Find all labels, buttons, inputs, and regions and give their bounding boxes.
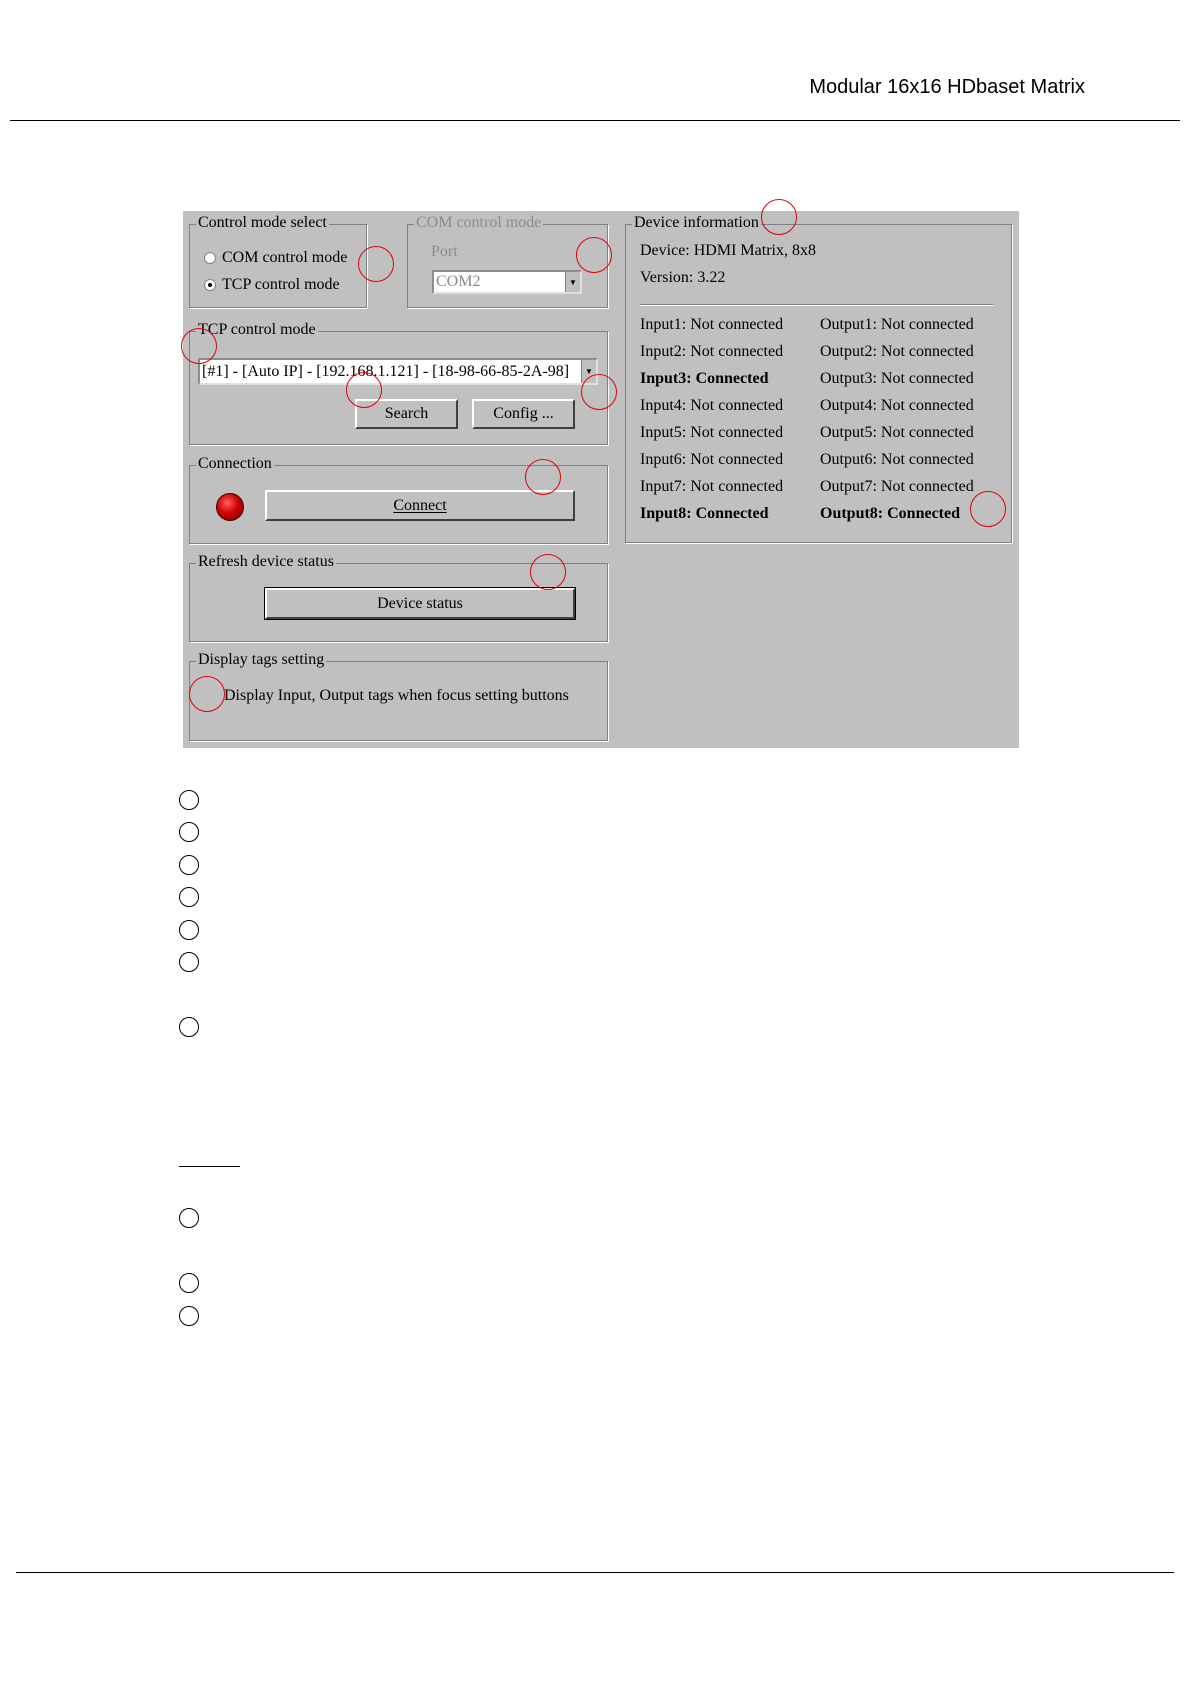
group-legend: COM control mode <box>416 214 542 231</box>
callout-marker-icon <box>761 199 797 235</box>
list-marker-icon <box>179 1208 199 1228</box>
device-status-button[interactable] <box>265 588 575 619</box>
input-status-1: Input1: Not connected <box>640 316 784 333</box>
list-marker-icon <box>179 1306 199 1326</box>
output-status-7: Output7: Not connected <box>820 478 974 495</box>
divider <box>640 304 993 306</box>
radio-checked-icon[interactable] <box>204 279 216 291</box>
search-button-label: Search <box>384 405 429 422</box>
group-legend: Connection <box>198 455 272 472</box>
connection-status-led-icon <box>216 493 244 521</box>
list-marker-icon <box>179 952 199 972</box>
control-mode-select-group <box>189 214 367 308</box>
callout-marker-icon <box>346 372 382 408</box>
input-status-6: Input6: Not connected <box>640 451 784 468</box>
config-button-label: Config ... <box>493 405 554 422</box>
list-marker-icon <box>179 822 199 842</box>
radio-label: TCP control mode <box>222 276 340 293</box>
dropdown-arrow-icon[interactable]: ▼ <box>565 272 580 292</box>
connect-button-label: Connect <box>393 496 447 514</box>
input-status-5: Input5: Not connected <box>640 424 784 441</box>
list-marker-icon <box>179 1273 199 1293</box>
callout-marker-icon <box>530 554 566 590</box>
list-marker-icon <box>179 855 199 875</box>
document-title: Modular 16x16 HDbaset Matrix <box>809 76 1085 98</box>
output-status-4: Output4: Not connected <box>820 397 974 414</box>
group-legend: Refresh device status <box>198 553 334 570</box>
port-select[interactable] <box>432 270 582 294</box>
callout-marker-icon <box>581 374 617 410</box>
list-marker-icon <box>179 790 199 810</box>
output-status-8: Output8: Connected <box>820 505 961 522</box>
input-status-3: Input3: Connected <box>640 370 769 387</box>
header-rule <box>10 120 1180 121</box>
display-tags-checkbox[interactable] <box>224 687 569 705</box>
output-status-1: Output1: Not connected <box>820 316 974 333</box>
list-marker-icon <box>179 1017 199 1037</box>
group-legend: TCP control mode <box>198 321 316 338</box>
callout-marker-icon <box>358 246 394 282</box>
tcp-control-mode-option[interactable] <box>204 276 340 294</box>
tcp-control-mode-group <box>189 321 608 445</box>
list-marker-icon <box>179 920 199 940</box>
group-legend: Control mode select <box>198 214 327 231</box>
input-status-8: Input8: Connected <box>640 505 769 522</box>
display-tags-setting-group <box>189 651 608 741</box>
note-underline <box>179 1166 240 1167</box>
radio-label: COM control mode <box>222 249 348 266</box>
input-status-7: Input7: Not connected <box>640 478 784 495</box>
radio-icon[interactable] <box>204 252 216 264</box>
output-status-6: Output6: Not connected <box>820 451 974 468</box>
input-status-2: Input2: Not connected <box>640 343 784 360</box>
device-information-group <box>625 214 1012 543</box>
com-control-mode-group <box>407 214 608 308</box>
input-status-4: Input4: Not connected <box>640 397 784 414</box>
callout-marker-icon <box>970 491 1006 527</box>
list-marker-icon <box>179 887 199 907</box>
footer-rule <box>16 1572 1174 1573</box>
com-control-mode-option[interactable] <box>204 249 347 267</box>
callout-marker-icon <box>189 676 225 712</box>
callout-marker-icon <box>181 328 217 364</box>
group-legend: Display tags setting <box>198 651 325 668</box>
port-label: Port <box>431 243 458 260</box>
tcp-device-select[interactable] <box>198 358 598 385</box>
callout-marker-icon <box>576 237 612 273</box>
output-status-3: Output3: Not connected <box>820 370 974 387</box>
connect-button[interactable] <box>265 490 575 521</box>
callout-marker-icon <box>525 459 561 495</box>
display-tags-checkbox-label: Display Input, Output tags when focus setting buttons <box>224 687 569 704</box>
dropdown-arrow-icon[interactable]: ▼ <box>581 360 596 383</box>
config-button[interactable] <box>472 399 575 429</box>
device-version: Version: 3.22 <box>640 269 726 286</box>
port-value: COM2 <box>436 273 481 290</box>
group-legend: Device information <box>634 214 759 231</box>
device-status-button-label: Device status <box>377 594 463 612</box>
output-status-2: Output2: Not connected <box>820 343 974 360</box>
matrix-control-window <box>183 211 1019 748</box>
tcp-device-value: [#1] - [Auto IP] - [192.168.1.121] - [18-98-66-85-2A-98] <box>202 362 570 380</box>
device-name: Device: HDMI Matrix, 8x8 <box>640 242 816 259</box>
output-status-5: Output5: Not connected <box>820 424 974 441</box>
